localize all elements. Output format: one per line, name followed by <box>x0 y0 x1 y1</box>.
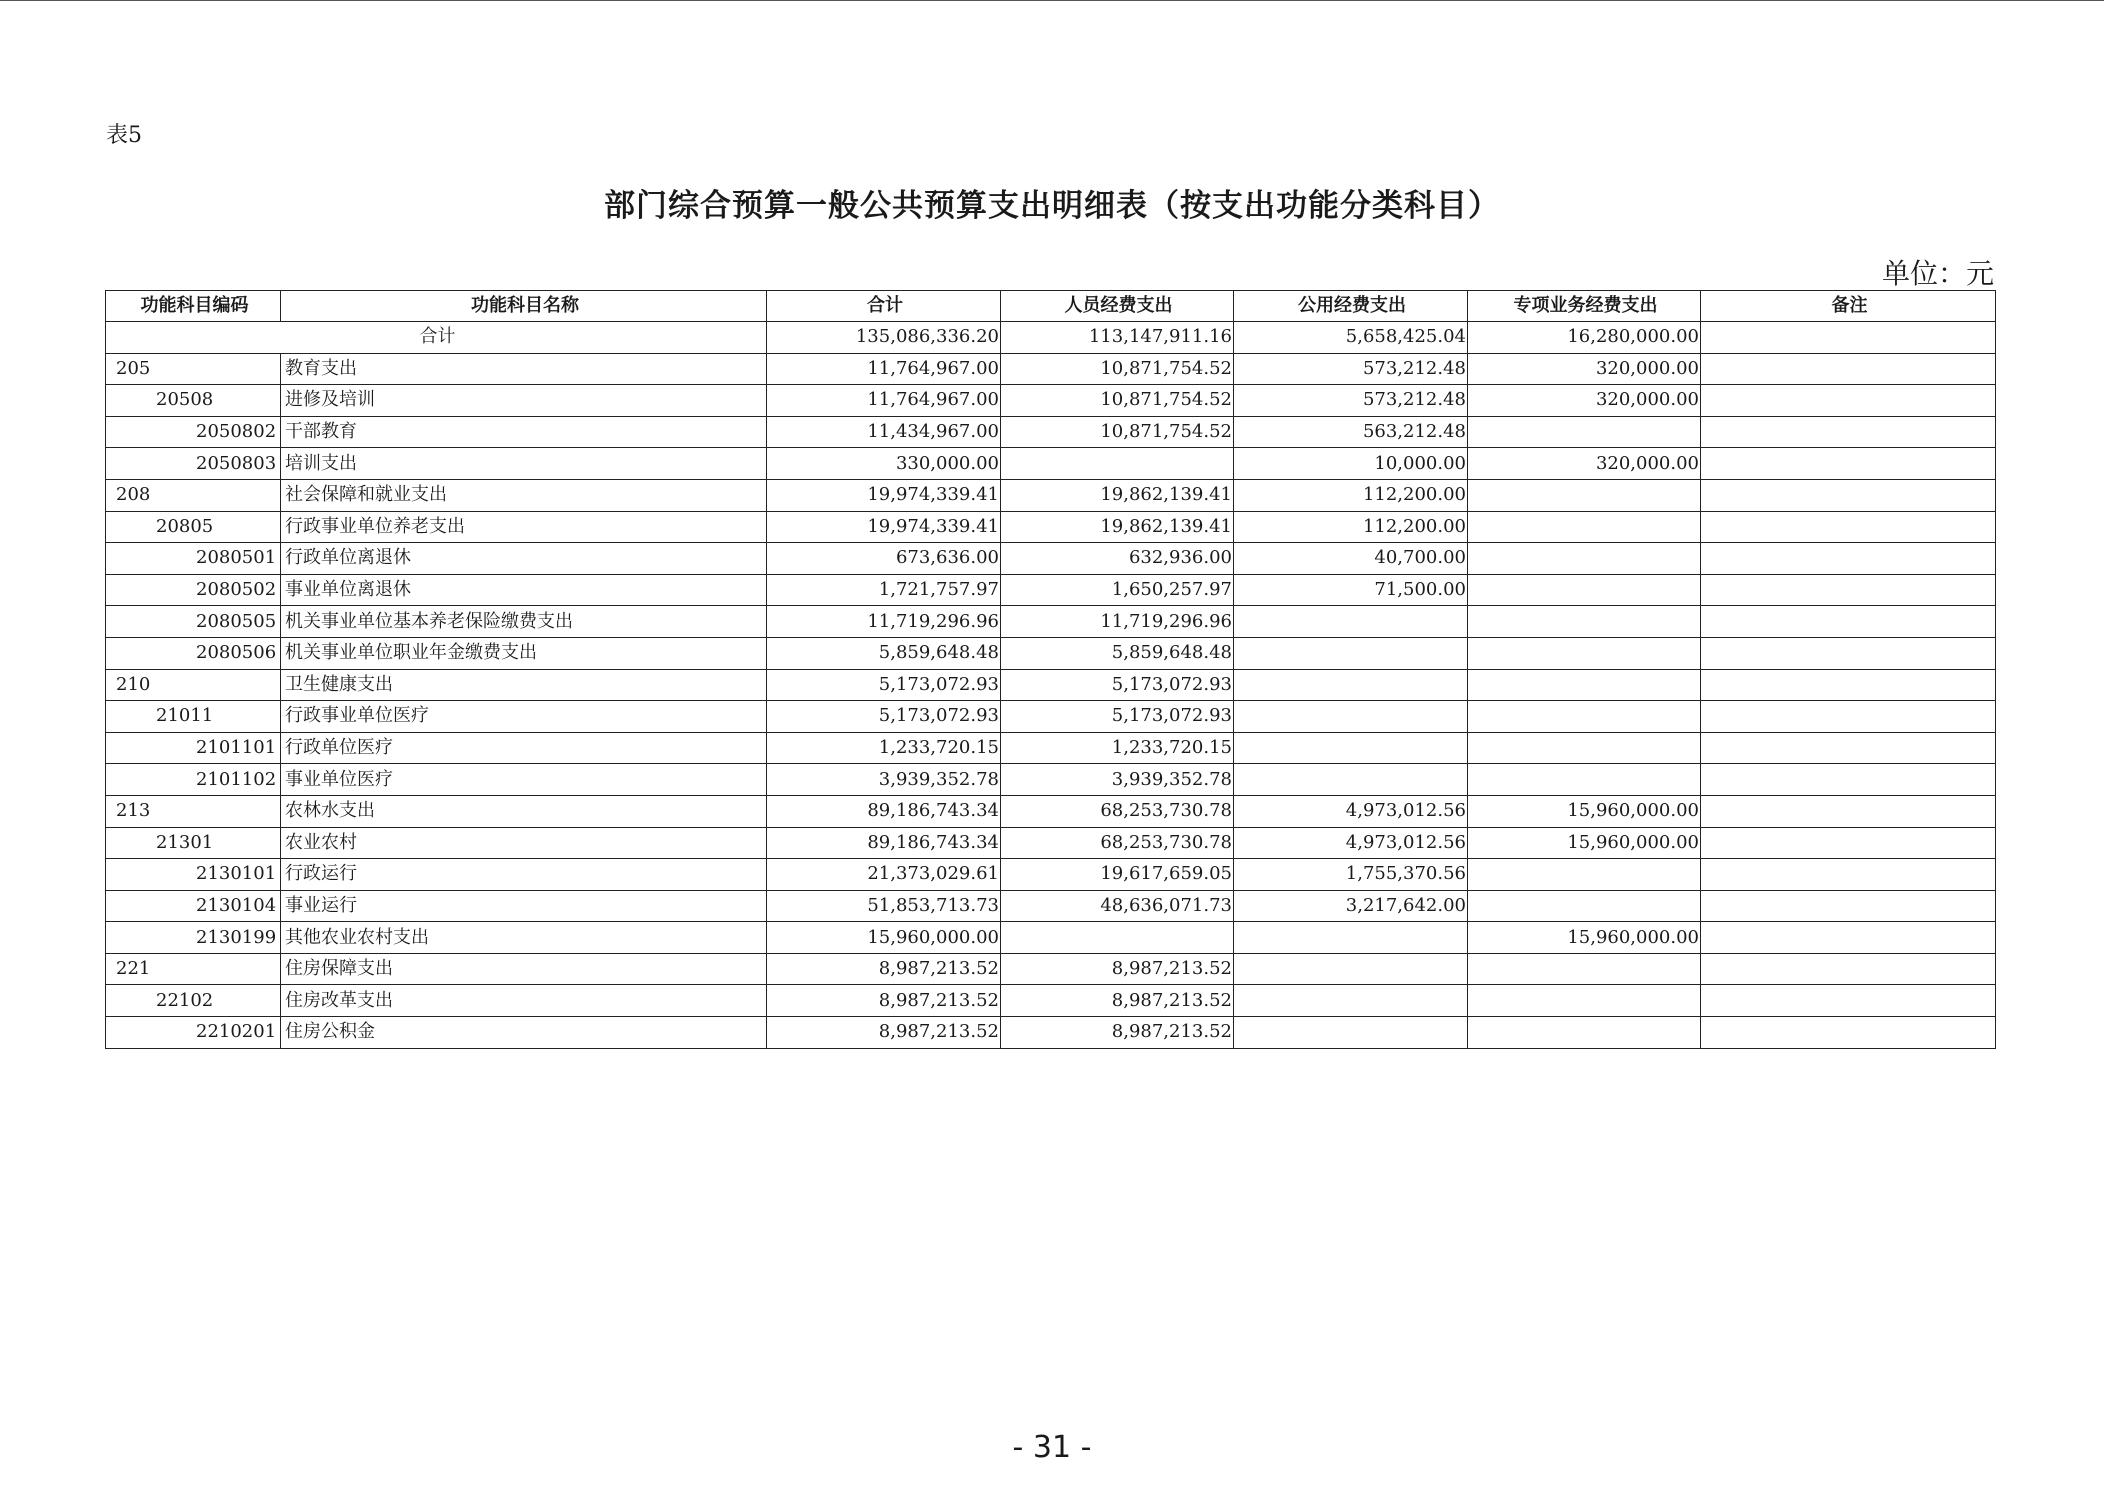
row-special <box>1468 732 1701 764</box>
page-number: - 31 - <box>1012 1430 1092 1465</box>
row-name: 其他农业农村支出 <box>281 922 767 954</box>
header-personnel: 人员经费支出 <box>1001 291 1234 322</box>
row-special <box>1468 606 1701 638</box>
header-row <box>106 291 1996 322</box>
table-row <box>106 859 1996 891</box>
row-total: 5,173,072.93 <box>767 701 1001 733</box>
row-personnel: 5,173,072.93 <box>1001 669 1234 701</box>
row-code: 2130101 <box>106 859 281 891</box>
row-special <box>1468 985 1701 1017</box>
row-special: 15,960,000.00 <box>1468 827 1701 859</box>
table-row <box>106 732 1996 764</box>
row-name: 机关事业单位基本养老保险缴费支出 <box>281 606 767 638</box>
row-remark <box>1701 574 1996 606</box>
row-remark <box>1701 416 1996 448</box>
row-public: 4,973,012.56 <box>1234 795 1468 827</box>
row-total: 21,373,029.61 <box>767 859 1001 891</box>
table-row <box>106 511 1996 543</box>
row-total: 8,987,213.52 <box>767 985 1001 1017</box>
table-row <box>106 416 1996 448</box>
row-special: 320,000.00 <box>1468 385 1701 417</box>
row-remark <box>1701 606 1996 638</box>
table-row <box>106 985 1996 1017</box>
row-personnel: 68,253,730.78 <box>1001 827 1234 859</box>
row-total: 19,974,339.41 <box>767 511 1001 543</box>
row-remark <box>1701 922 1996 954</box>
header-code: 功能科目编码 <box>106 291 281 322</box>
row-remark <box>1701 764 1996 796</box>
table-row <box>106 606 1996 638</box>
row-code: 2050802 <box>106 416 281 448</box>
row-special: 15,960,000.00 <box>1468 795 1701 827</box>
row-public: 4,973,012.56 <box>1234 827 1468 859</box>
row-public <box>1234 669 1468 701</box>
row-name: 住房公积金 <box>281 1017 767 1049</box>
table-row <box>106 922 1996 954</box>
row-remark <box>1701 795 1996 827</box>
table-row <box>106 764 1996 796</box>
row-remark <box>1701 890 1996 922</box>
row-public <box>1234 953 1468 985</box>
unit-label: 单位：元 <box>1881 257 1994 290</box>
row-special <box>1468 669 1701 701</box>
row-code: 20508 <box>106 385 281 417</box>
row-special: 320,000.00 <box>1468 448 1701 480</box>
row-code: 21011 <box>106 701 281 733</box>
row-total: 11,434,967.00 <box>767 416 1001 448</box>
row-personnel: 1,650,257.97 <box>1001 574 1234 606</box>
table-row <box>106 890 1996 922</box>
row-public: 573,212.48 <box>1234 385 1468 417</box>
row-code: 213 <box>106 795 281 827</box>
row-personnel: 1,233,720.15 <box>1001 732 1234 764</box>
row-remark <box>1701 953 1996 985</box>
row-name: 农业农村 <box>281 827 767 859</box>
row-total: 89,186,743.34 <box>767 827 1001 859</box>
row-code: 2101102 <box>106 764 281 796</box>
row-remark <box>1701 732 1996 764</box>
row-total: 8,987,213.52 <box>767 1017 1001 1049</box>
total-row-personnel: 113,147,911.16 <box>1001 322 1234 354</box>
row-name: 卫生健康支出 <box>281 669 767 701</box>
row-name: 进修及培训 <box>281 385 767 417</box>
row-public: 1,755,370.56 <box>1234 859 1468 891</box>
row-code: 2080505 <box>106 606 281 638</box>
row-total: 8,987,213.52 <box>767 953 1001 985</box>
row-name: 农林水支出 <box>281 795 767 827</box>
table-row <box>106 1017 1996 1049</box>
row-special <box>1468 1017 1701 1049</box>
row-public: 3,217,642.00 <box>1234 890 1468 922</box>
row-code: 2210201 <box>106 1017 281 1049</box>
row-name: 培训支出 <box>281 448 767 480</box>
row-special <box>1468 479 1701 511</box>
row-code: 2080502 <box>106 574 281 606</box>
row-personnel: 8,987,213.52 <box>1001 1017 1234 1049</box>
row-code: 205 <box>106 353 281 385</box>
row-code: 2050803 <box>106 448 281 480</box>
row-personnel: 8,987,213.52 <box>1001 953 1234 985</box>
row-total: 1,233,720.15 <box>767 732 1001 764</box>
row-remark <box>1701 385 1996 417</box>
row-public <box>1234 922 1468 954</box>
row-total: 89,186,743.34 <box>767 795 1001 827</box>
document-title: 部门综合预算一般公共预算支出明细表（按支出功能分类科目） <box>604 188 1500 224</box>
row-name: 社会保障和就业支出 <box>281 479 767 511</box>
row-code: 2080501 <box>106 543 281 575</box>
total-row <box>106 322 1996 354</box>
row-personnel <box>1001 922 1234 954</box>
header-remark: 备注 <box>1701 291 1996 322</box>
row-name: 事业单位医疗 <box>281 764 767 796</box>
row-code: 20805 <box>106 511 281 543</box>
row-personnel: 5,859,648.48 <box>1001 637 1234 669</box>
row-name: 教育支出 <box>281 353 767 385</box>
total-row-special: 16,280,000.00 <box>1468 322 1701 354</box>
row-personnel: 10,871,754.52 <box>1001 353 1234 385</box>
row-name: 住房保障支出 <box>281 953 767 985</box>
row-public: 10,000.00 <box>1234 448 1468 480</box>
row-remark <box>1701 1017 1996 1049</box>
table-row <box>106 827 1996 859</box>
row-total: 11,719,296.96 <box>767 606 1001 638</box>
row-personnel: 19,617,659.05 <box>1001 859 1234 891</box>
header-public: 公用经费支出 <box>1234 291 1468 322</box>
row-personnel: 5,173,072.93 <box>1001 701 1234 733</box>
row-special <box>1468 574 1701 606</box>
table-row <box>106 669 1996 701</box>
row-public: 40,700.00 <box>1234 543 1468 575</box>
top-border-line <box>0 0 2104 1</box>
row-name: 机关事业单位职业年金缴费支出 <box>281 637 767 669</box>
row-special <box>1468 859 1701 891</box>
row-special: 15,960,000.00 <box>1468 922 1701 954</box>
row-remark <box>1701 511 1996 543</box>
table-row <box>106 353 1996 385</box>
row-code: 22102 <box>106 985 281 1017</box>
table-row <box>106 637 1996 669</box>
row-public: 112,200.00 <box>1234 479 1468 511</box>
row-personnel: 48,636,071.73 <box>1001 890 1234 922</box>
row-personnel: 10,871,754.52 <box>1001 385 1234 417</box>
row-name: 行政运行 <box>281 859 767 891</box>
row-public: 563,212.48 <box>1234 416 1468 448</box>
table-row <box>106 479 1996 511</box>
row-personnel: 19,862,139.41 <box>1001 511 1234 543</box>
table-row <box>106 385 1996 417</box>
row-name: 住房改革支出 <box>281 985 767 1017</box>
row-personnel: 68,253,730.78 <box>1001 795 1234 827</box>
total-row-public: 5,658,425.04 <box>1234 322 1468 354</box>
row-public <box>1234 764 1468 796</box>
row-name: 行政单位离退休 <box>281 543 767 575</box>
row-personnel: 632,936.00 <box>1001 543 1234 575</box>
row-total: 3,939,352.78 <box>767 764 1001 796</box>
row-name: 干部教育 <box>281 416 767 448</box>
row-total: 673,636.00 <box>767 543 1001 575</box>
row-personnel: 10,871,754.52 <box>1001 416 1234 448</box>
row-public <box>1234 701 1468 733</box>
row-personnel: 3,939,352.78 <box>1001 764 1234 796</box>
row-public <box>1234 985 1468 1017</box>
row-public: 112,200.00 <box>1234 511 1468 543</box>
table-row <box>106 543 1996 575</box>
row-remark <box>1701 637 1996 669</box>
row-code: 2130199 <box>106 922 281 954</box>
row-remark <box>1701 859 1996 891</box>
row-code: 208 <box>106 479 281 511</box>
table-row <box>106 701 1996 733</box>
row-public: 71,500.00 <box>1234 574 1468 606</box>
row-remark <box>1701 448 1996 480</box>
row-special <box>1468 701 1701 733</box>
row-total: 11,764,967.00 <box>767 353 1001 385</box>
row-personnel <box>1001 448 1234 480</box>
row-public <box>1234 1017 1468 1049</box>
row-code: 2101101 <box>106 732 281 764</box>
row-total: 5,173,072.93 <box>767 669 1001 701</box>
row-special <box>1468 416 1701 448</box>
row-remark <box>1701 353 1996 385</box>
row-remark <box>1701 669 1996 701</box>
row-total: 15,960,000.00 <box>767 922 1001 954</box>
row-code: 2080506 <box>106 637 281 669</box>
row-name: 行政事业单位养老支出 <box>281 511 767 543</box>
row-public: 573,212.48 <box>1234 353 1468 385</box>
budget-table <box>105 290 1996 1049</box>
row-total: 5,859,648.48 <box>767 637 1001 669</box>
row-personnel: 8,987,213.52 <box>1001 985 1234 1017</box>
row-special <box>1468 637 1701 669</box>
row-remark <box>1701 543 1996 575</box>
row-total: 1,721,757.97 <box>767 574 1001 606</box>
row-remark <box>1701 985 1996 1017</box>
row-code: 2130104 <box>106 890 281 922</box>
header-special: 专项业务经费支出 <box>1468 291 1701 322</box>
row-code: 210 <box>106 669 281 701</box>
header-total: 合计 <box>767 291 1001 322</box>
row-remark <box>1701 701 1996 733</box>
total-row-remark <box>1701 322 1996 354</box>
table-row <box>106 953 1996 985</box>
row-code: 221 <box>106 953 281 985</box>
row-name: 事业单位离退休 <box>281 574 767 606</box>
row-name: 行政单位医疗 <box>281 732 767 764</box>
row-special: 320,000.00 <box>1468 353 1701 385</box>
row-special <box>1468 953 1701 985</box>
row-special <box>1468 764 1701 796</box>
row-total: 11,764,967.00 <box>767 385 1001 417</box>
row-remark <box>1701 827 1996 859</box>
row-public <box>1234 606 1468 638</box>
row-public <box>1234 732 1468 764</box>
row-special <box>1468 543 1701 575</box>
row-personnel: 19,862,139.41 <box>1001 479 1234 511</box>
row-total: 330,000.00 <box>767 448 1001 480</box>
table-row <box>106 448 1996 480</box>
row-public <box>1234 637 1468 669</box>
row-total: 19,974,339.41 <box>767 479 1001 511</box>
row-special <box>1468 890 1701 922</box>
row-total: 51,853,713.73 <box>767 890 1001 922</box>
row-special <box>1468 511 1701 543</box>
header-name: 功能科目名称 <box>281 291 767 322</box>
row-name: 事业运行 <box>281 890 767 922</box>
row-remark <box>1701 479 1996 511</box>
row-code: 21301 <box>106 827 281 859</box>
total-row-total: 135,086,336.20 <box>767 322 1001 354</box>
row-name: 行政事业单位医疗 <box>281 701 767 733</box>
row-personnel: 11,719,296.96 <box>1001 606 1234 638</box>
table-label: 表5 <box>106 123 142 148</box>
table-row <box>106 795 1996 827</box>
table-row <box>106 574 1996 606</box>
total-row-label: 合计 <box>106 322 767 354</box>
